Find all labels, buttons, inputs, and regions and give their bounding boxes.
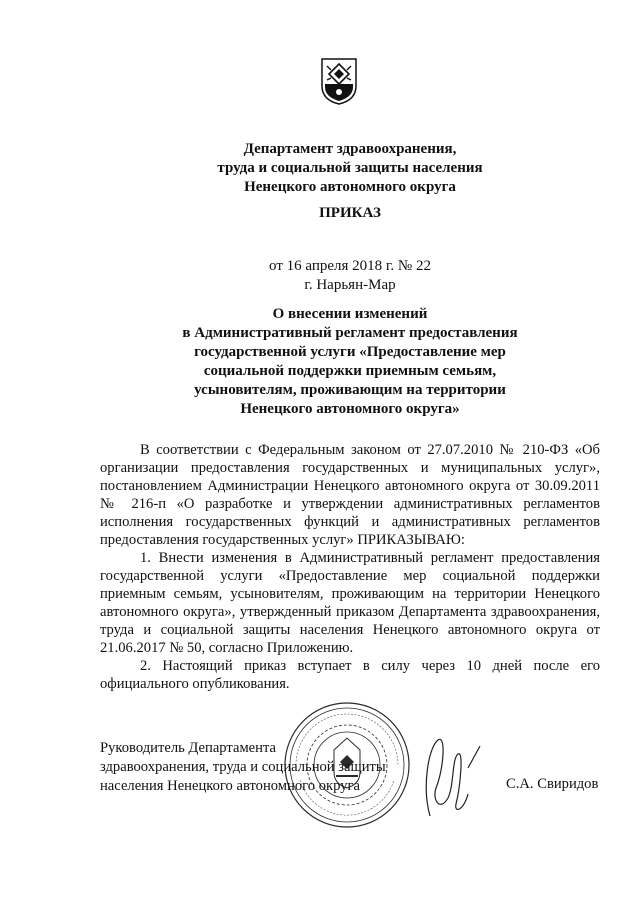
subject-line: социальной поддержки приемным семьям, [203,363,497,379]
preamble-paragraph: В соответствии с Федеральным законом от 27.07.2010 № 210-ФЗ «Об организации предоставления государственных и муниципальных услуг», постановлением Администрации Ненецкого автономного округа от 30.09.2011 № 216-п «О разработке и утверждении административных регламентов исполнения государственных функций и административных регламентов предоставления государственных услуг» ПРИКАЗЫВАЮ: [100,442,600,548]
item-1-paragraph: 1. Внести изменения в Административный регламент предоставления государственной услуги «Предоставление мер социальной поддержки приемным семьям, усыновителям, проживающим на территории Ненецкого автономного округа», утвержденный приказом Департамента здравоохранения, труда и социальной защиты населения Ненецкого автономного округа от 21.06.2017 № 50, согласно Приложению. [100,550,600,656]
item-2-paragraph: 2. Настоящий приказ вступает в силу через 10 дней после его официального опубликования. [100,658,600,692]
order-city: г. Нарьян-Мар [304,277,396,293]
order-subject [100,305,600,419]
signer-name: С.А. Свиридов [506,776,599,792]
document-title: ПРИКАЗ [319,205,381,221]
position-line: Руководитель Департамента [100,740,276,756]
subject-line: государственной услуги «Предоставление мер [194,344,506,360]
org-line: Департамент здравоохранения, [243,141,457,157]
subject-line: О внесении изменений [272,306,428,322]
coat-of-arms-icon [319,56,359,106]
position-line: здравоохранения, труда и социальной защиты [100,759,386,775]
handwritten-signature [418,728,498,828]
position-line: населения Ненецкого автономного округа [100,778,360,794]
subject-line: усыновителям, проживающим на территории [194,382,506,398]
subject-line: Ненецкого автономного округа» [240,401,460,417]
org-line: труда и социальной защиты населения [217,160,483,176]
signer-position [100,739,386,796]
org-line: Ненецкого автономного округа [244,179,456,195]
organization-name [100,140,600,197]
order-body [100,441,600,693]
subject-line: в Административный регламент предоставления [182,325,518,341]
order-meta [100,257,600,295]
order-date-number: от 16 апреля 2018 г. № 22 [269,258,431,274]
